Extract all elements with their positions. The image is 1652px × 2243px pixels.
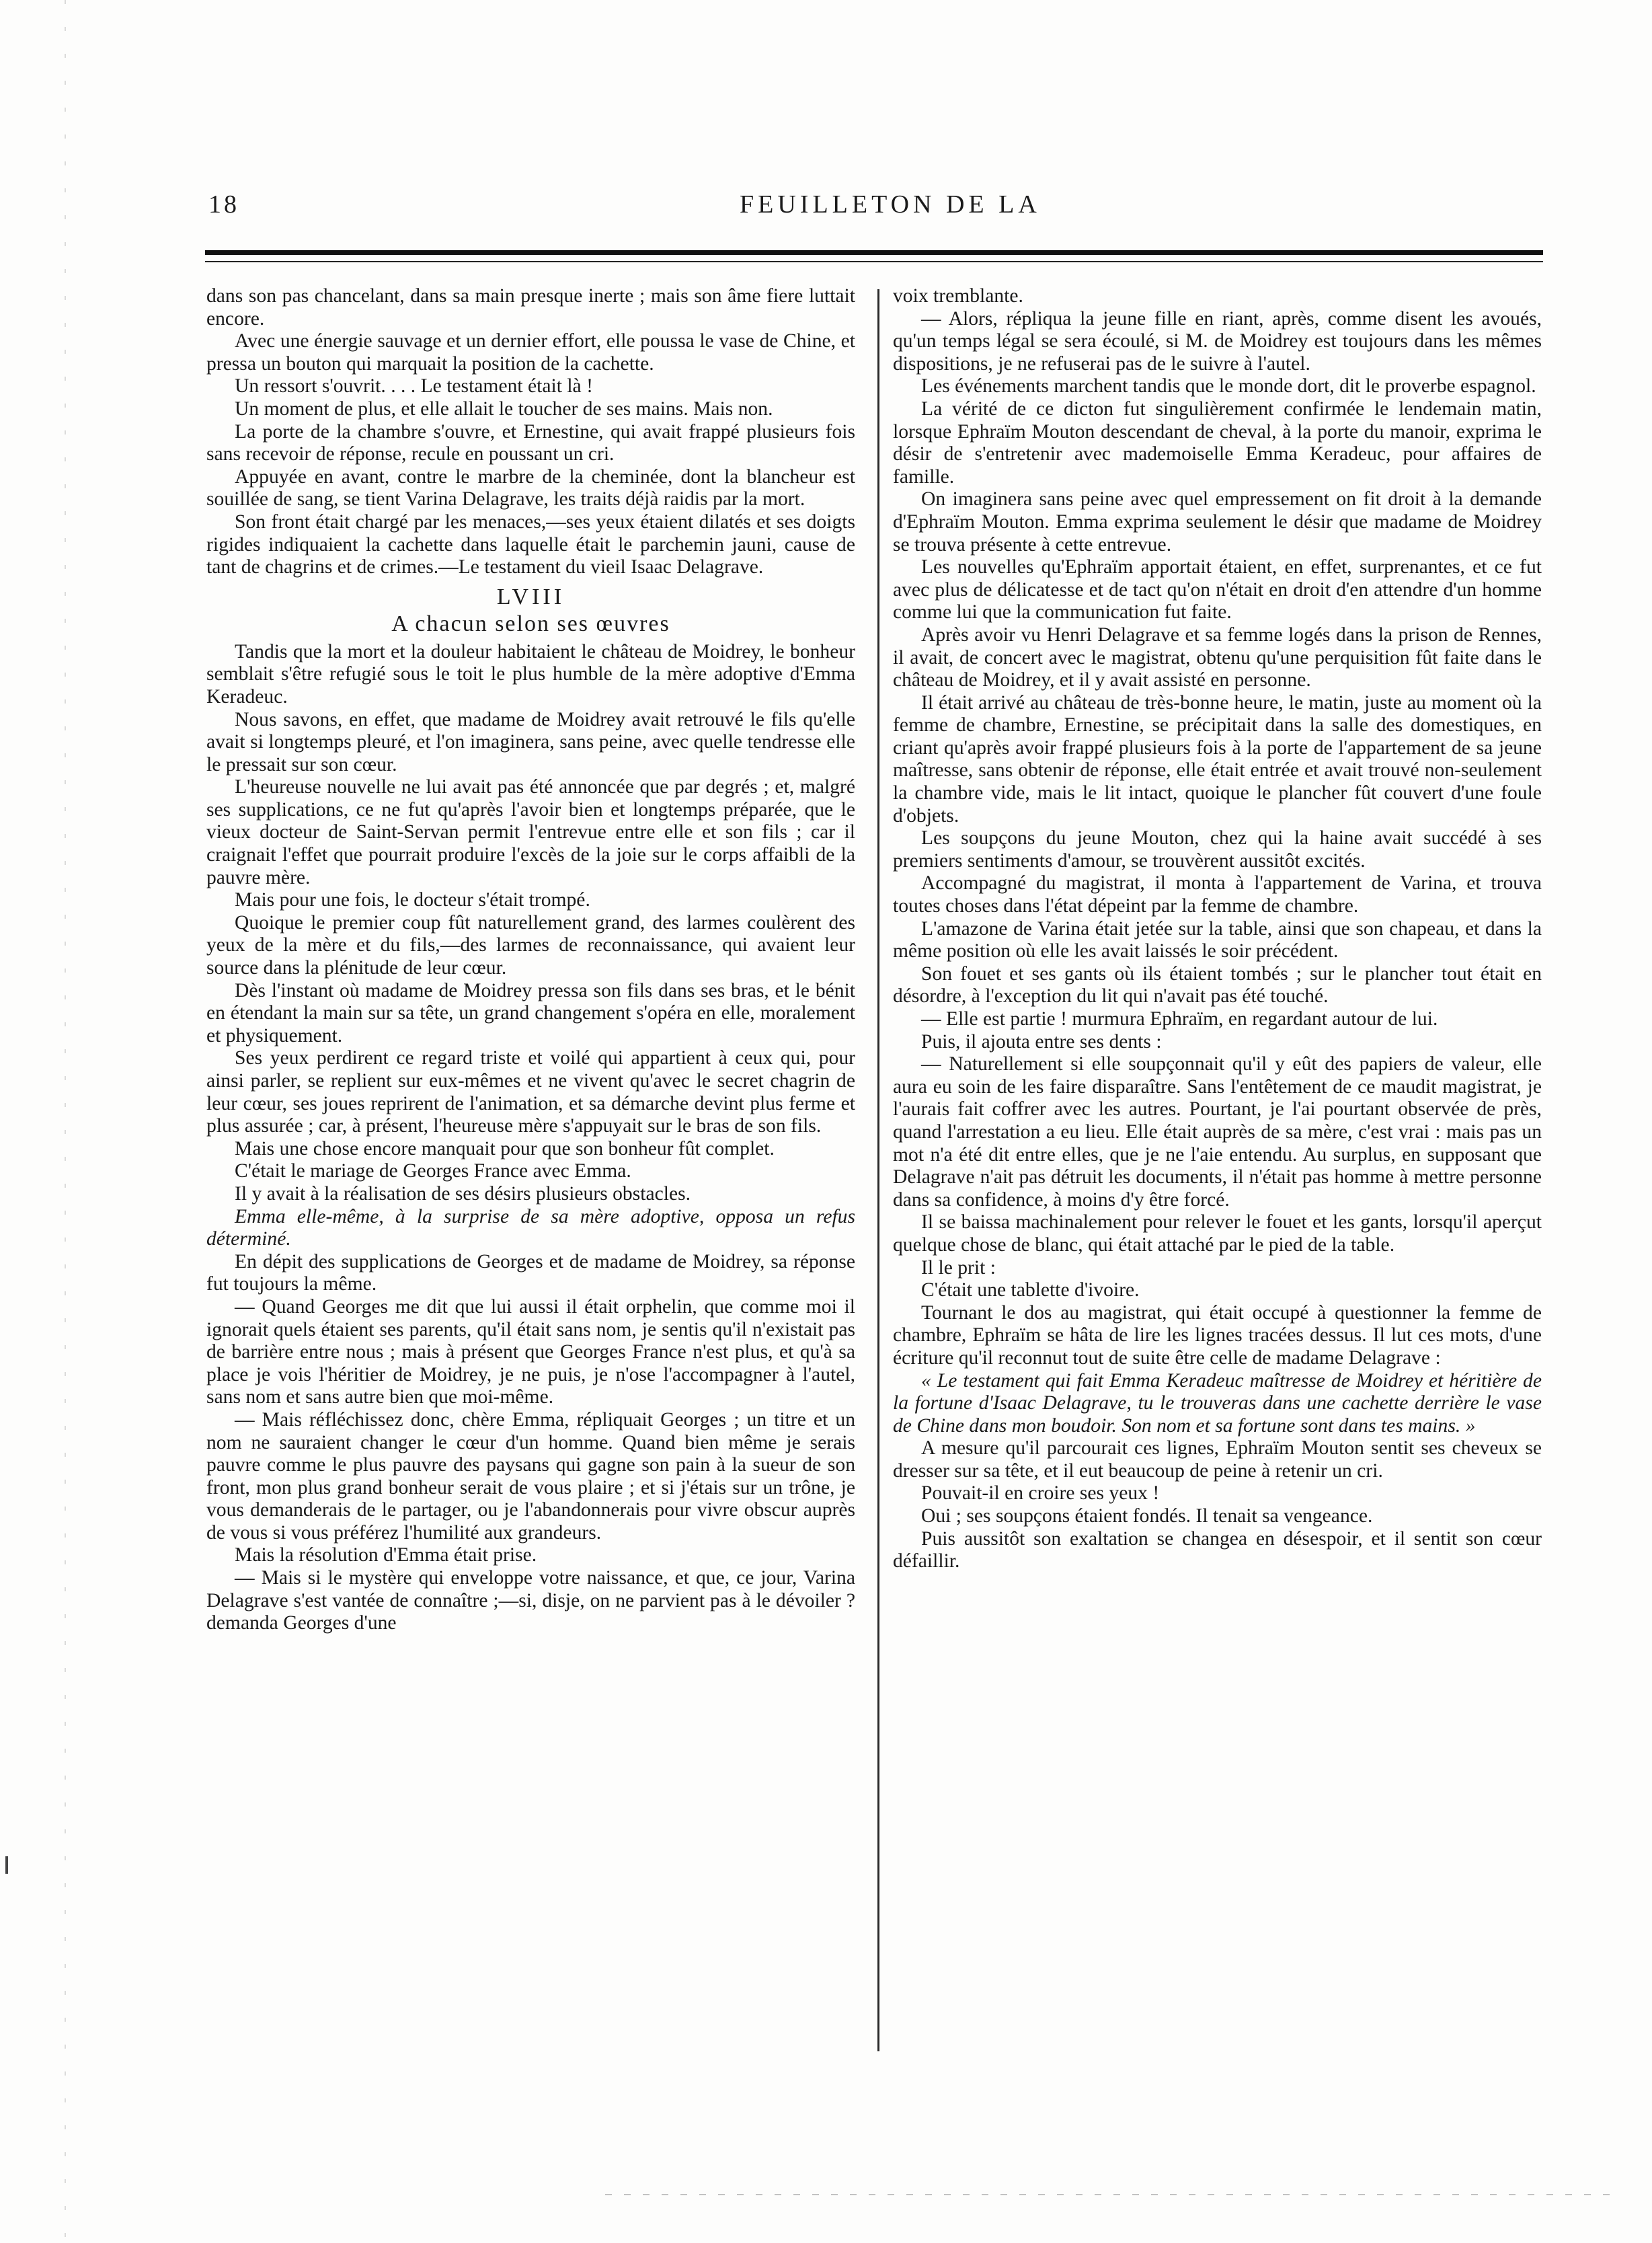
paragraph: Ses yeux perdirent ce regard triste et voilé qui appartient à ceux qui, pour ainsi parler, se replient sur eux-mêmes et ne vivent qu'avec le secret chagrin de leur cœur, ses joues reprirent de l'animation, et sa démarche devint plus ferme et plus assurée ; car, à présent, l'heureuse mère s'appuyait sur le bras de son fils. (206, 1047, 855, 1137)
chapter-number: LVIII (496, 584, 565, 609)
paragraph: Dès l'instant où madame de Moidrey pressa son fils dans ses bras, et le bénit en étendant la main sur sa tête, un grand changement s'opéra en elle, moralement et physiquement. (206, 979, 855, 1047)
page-number: 18 (208, 190, 239, 219)
paragraph: La porte de la chambre s'ouvre, et Ernestine, qui avait frappé plusieurs fois sans recevoir de réponse, recule en poussant un cri. (206, 420, 855, 465)
paragraph: Son front était chargé par les menaces,—ses yeux étaient dilatés et ses doigts rigides indiquaient la cachette dans laquelle était le parchemin jauni, cause de tant de chagrins et de crimes.—Le testament du vieil Isaac Delagrave. (206, 510, 855, 578)
paragraph: La vérité de ce dicton fut singulièrement confirmée le lendemain matin, lorsque Ephraïm Mouton descendant de cheval, à la porte du manoir, exprima le désir de s'entretenir avec mademoiselle Emma Keradeuc, pour affaires de famille. (893, 397, 1542, 488)
paragraph-italic (206, 1206, 855, 1251)
chapter-title: A chacun selon ses œuvres (391, 611, 670, 636)
page-header (0, 190, 1652, 223)
paragraph: Appuyée en avant, contre le marbre de la cheminée, dont la blancheur est souillée de sang, se tient Varina Delagrave, les traits déjà raidis par la mort. (206, 465, 855, 510)
italic-text: Emma elle-même, à la surprise de sa mère adoptive, opposa un refus déterminé. (206, 1205, 855, 1250)
paragraph: Avec une énergie sauvage et un dernier effort, elle poussa le vase de Chine, et pressa un bouton qui marquait la position de la cachette. (206, 330, 855, 375)
paragraph: Tandis que la mort et la douleur habitaient le château de Moidrey, le bonheur semblait s'être refugié sous le toit le plus humble de la mère adoptive d'Emma Keradeuc. (206, 640, 855, 708)
paragraph: Nous savons, en effet, que madame de Moidrey avait retrouvé le fils qu'elle avait si longtemps pleuré, et l'on imaginera, sans peine, avec quelle tendresse elle le pressait sur son cœur. (206, 708, 855, 775)
paragraph: Pouvait-il en croire ses yeux ! (921, 1482, 1160, 1505)
paragraph: Il se baissa machinalement pour relever le fouet et les gants, lorsqu'il aperçut quelque chose de blanc, qui était attaché par le pied de la table. (893, 1211, 1542, 1256)
scan-bottom-mark (605, 2194, 1614, 2195)
paragraph: Tournant le dos au magistrat, qui était occupé à questionner la femme de chambre, Ephraïm se hâta de lire les lignes tracées dessus. Il lut ces mots, d'une écriture qu'il reconnut tout de suite être celle de madame Delagrave : (893, 1301, 1542, 1369)
paragraph: L'heureuse nouvelle ne lui avait pas été annoncée que par degrés ; et, malgré ses supplications, ce ne fut qu'après l'avoir bien et longtemps préparée, que le vieux docteur de Saint-Servan permit l'entrevue entre elle et son fils ; car il craignait l'effet que pourrait produire l'excès de la joie sur le corps affaibli de la pauvre mère. (206, 776, 855, 888)
paragraph: Un ressort s'ouvrit. . . . Le testament était là ! (235, 375, 593, 397)
paragraph: Mais la résolution d'Emma était prise. (235, 1544, 537, 1566)
italic-text: « Le testament qui fait Emma Keradeuc maîtresse de Moidrey et héritière de la fortune d'Isaac Delagrave, tu le trouveras dans une cachette derrière le vase de Chine dans mon boudoir. Son nom et sa fortune sont dans tes mains. » (893, 1369, 1542, 1437)
paragraph: Il le prit : (921, 1256, 996, 1279)
paragraph: Puis aussitôt son exaltation se changea en désespoir, et il sentit son cœur défaillir. (893, 1527, 1542, 1572)
paragraph: Il y avait à la réalisation de ses désirs plusieurs obstacles. (235, 1182, 691, 1205)
paragraph: — Alors, répliqua la jeune fille en riant, après, comme disent les avoués, qu'un temps légal se sera écoulé, si M. de Moidrey est toujours dans les mêmes dispositions, je ne refuserai pas de le suivre à l'autel. (893, 307, 1542, 375)
paragraph: Il était arrivé au château de très-bonne heure, le matin, juste au moment où la femme de chambre, Ernestine, se précipitait dans la salle des domestiques, en criant qu'après avoir frappé plusieurs fois à la porte de l'appartement de sa jeune maîtresse, sans obtenir de réponse, elle était entrée et avait trouvé non-seulement la chambre vide, mais le lit intact, quoique le plancher fût couvert d'une foule d'objets. (893, 691, 1542, 827)
left-column (206, 285, 855, 1635)
scan-edge-mark (65, 0, 66, 2243)
paragraph: On imaginera sans peine avec quel empressement on fit droit à la demande d'Ephraïm Mouton. Emma exprima seulement le désir que madame de Moidrey se trouva présente à cette entrevue. (893, 488, 1542, 556)
paragraph: — Mais si le mystère qui enveloppe votre naissance, et que, ce jour, Varina Delagrave s'est vantée de connaître ;—si, disje, on ne parvient pas à le dévoiler ? demanda Georges d'une (206, 1567, 855, 1634)
paragraph: — Naturellement si elle soupçonnait qu'il y eût des papiers de valeur, elle aura eu soin de les faire disparaître. Sans l'entêtement de ce maudit magistrat, je l'aurais fait coffrer avec les autres. Pourtant, je l'ai pourtant observée de près, quand l'arrestation a eu lieu. Elle était auprès de sa mère, c'est vrai : mais pas un mot n'a été dit entre elles, que je ne l'aie entendu. Au surplus, en supposant que Delagrave n'ait pas détruit les documents, il n'était pas homme à mettre personne dans sa confidence, à moins d'y être forcé. (893, 1053, 1542, 1211)
paragraph: Les événements marchent tandis que le monde dort, dit le proverbe espagnol. (921, 375, 1536, 397)
paragraph: Mais une chose encore manquait pour que son bonheur fût complet. (235, 1137, 775, 1159)
paragraph: A mesure qu'il parcourait ces lignes, Ephraïm Mouton sentit ses cheveux se dresser sur sa tête, et il eut beaucoup de peine à retenir un cri. (893, 1437, 1542, 1482)
paragraph: — Quand Georges me dit que lui aussi il était orphelin, que comme moi il ignorait quels étaient ses parents, qu'il était sans nom, je sentis qu'il n'existait pas de barrière entre nous ; mais à présent que Georges France n'est plus, et qu'à sa place je vois l'héritier de Moidrey, je ne puis, je n'ose l'accompagner à l'autel, sans nom et sans autre bien que moi-même. (206, 1295, 855, 1408)
paragraph: C'était le mariage de Georges France avec Emma. (235, 1160, 631, 1182)
paragraph: dans son pas chancelant, dans sa main presque inerte ; mais son âme fiere luttait encore. (206, 285, 855, 330)
margin-mark (5, 1856, 8, 1874)
paragraph: Puis, il ajouta entre ses dents : (921, 1030, 1162, 1053)
paragraph: Quoique le premier coup fût naturellement grand, des larmes coulèrent des yeux de la mère et du fils,—des larmes de reconnaissance, qui avaient leur source dans la plénitude de leur cœur. (206, 911, 855, 979)
header-rule-thick (205, 250, 1543, 255)
paragraph: voix tremblante. (893, 285, 1023, 307)
header-rule-thin (205, 261, 1543, 262)
paragraph: Les soupçons du jeune Mouton, chez qui la haine avait succédé à ses premiers sentiments d'amour, se trouvèrent aussitôt excités. (893, 827, 1542, 872)
paragraph: L'amazone de Varina était jetée sur la table, ainsi que son chapeau, et dans la même position où elle les avait laissés le soir précédent. (893, 917, 1542, 962)
paragraph: Mais pour une fois, le docteur s'était trompé. (235, 889, 590, 911)
paragraph: Accompagné du magistrat, il monta à l'appartement de Varina, et trouva toutes choses dans l'état dépeint par la femme de chambre. (893, 872, 1542, 917)
paragraph: Oui ; ses soupçons étaient fondés. Il tenait sa vengeance. (921, 1505, 1373, 1527)
paragraph: En dépit des supplications de Georges et de madame de Moidrey, sa réponse fut toujours la même. (206, 1250, 855, 1295)
paragraph: — Elle est partie ! murmura Ephraïm, en regardant autour de lui. (921, 1008, 1438, 1030)
paragraph: Un moment de plus, et elle allait le toucher de ses mains. Mais non. (235, 397, 773, 420)
paragraph: C'était une tablette d'ivoire. (921, 1279, 1140, 1301)
right-column (893, 285, 1542, 1573)
column-divider (877, 289, 879, 2051)
paragraph: Les nouvelles qu'Ephraïm apportait étaient, en effet, surprenantes, et ce fut avec plus de délicatesse et de tact qu'on n'était en droit d'en attendre d'un homme comme lui que la communication fut faite. (893, 556, 1542, 623)
quoted-note (893, 1370, 1542, 1438)
paragraph: Son fouet et ses gants où ils étaient tombés ; sur le plancher tout était en désordre, à l'exception du lit qui n'avait pas été touché. (893, 962, 1542, 1008)
running-head: FEUILLETON DE LA (740, 190, 1041, 219)
paragraph: — Mais réfléchissez donc, chère Emma, répliquait Georges ; un titre et un nom ne sauraient changer le cœur d'un homme. Quand bien même je serais pauvre comme le plus pauvre des paysans qui gagne son pain à la sueur de son front, mon plus grand bonheur serait de vous plaire ; et si j'étais sur un trône, je vous demanderais de le partager, ou je l'abandonnerais pour vivre obscur auprès de vous si vous préférez l'humilité aux grandeurs. (206, 1408, 855, 1544)
paragraph: Après avoir vu Henri Delagrave et sa femme logés dans la prison de Rennes, il avait, de concert avec le magistrat, obtenu qu'une perquisition fût faite dans le château de Moidrey, et il y avait assisté en personne. (893, 623, 1542, 691)
